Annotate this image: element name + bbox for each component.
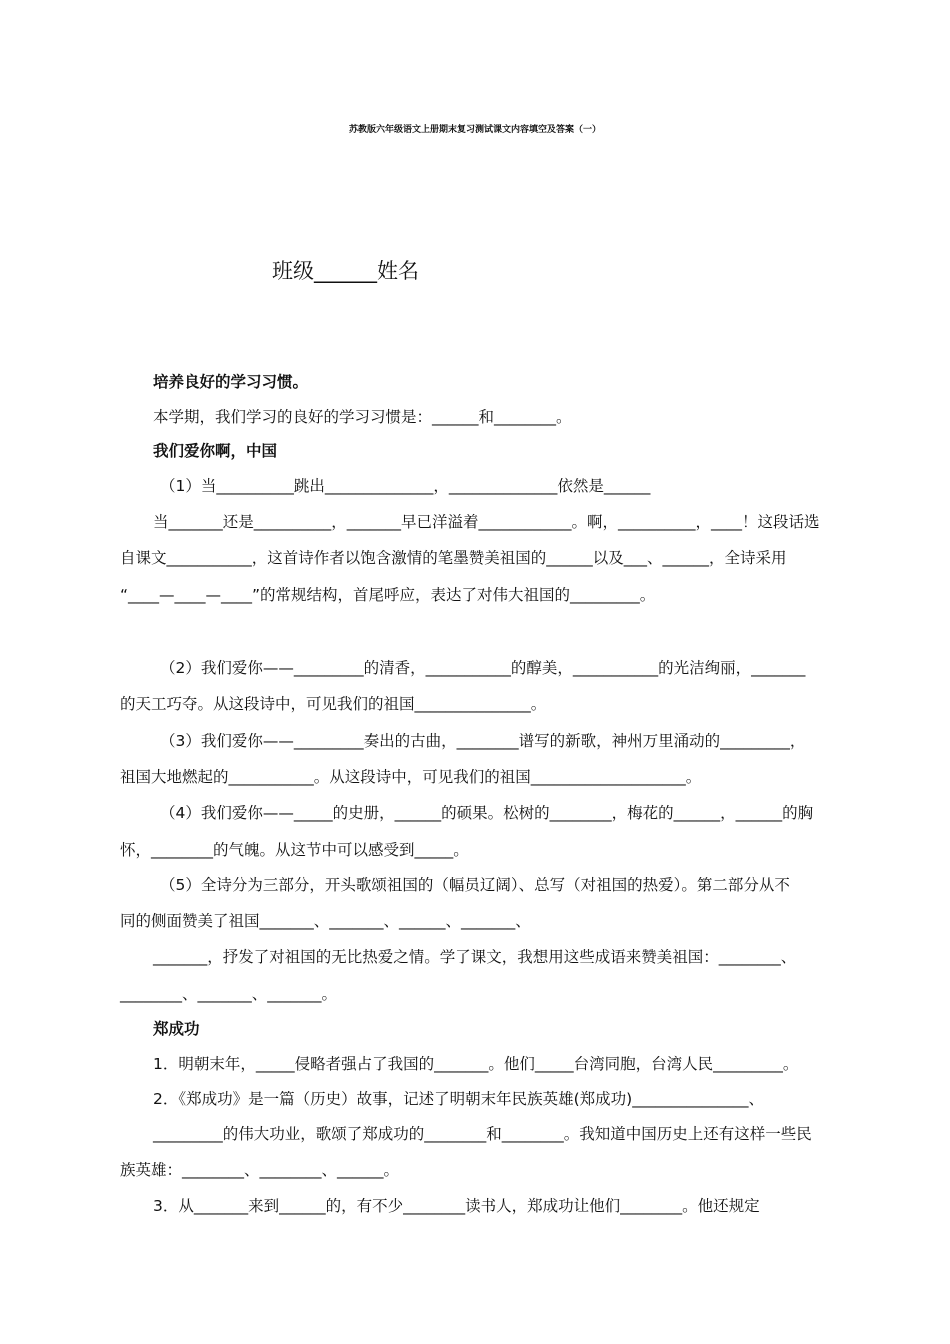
zheng-q2-line3: 族英雄：________、________、______。 xyxy=(120,1161,400,1179)
zheng-q2-line2: _________的伟大功业，歌颂了郑成功的________和________。我知道中国历史上还有这样一些民 xyxy=(153,1125,812,1143)
section-heading-china: 我们爱你啊，中国 xyxy=(153,442,278,460)
china-q2-line1: （2）我们爱你——_________的清香，___________的醇美，___________的光洁绚丽，_______ xyxy=(160,659,806,677)
zheng-q2-line1: 2．《郑成功》是一篇（历史）故事，记述了明朝末年民族英雄(郑成功)_______________、 xyxy=(153,1090,764,1108)
china-q5-line1: （5）全诗分为三部分，开头歌颂祖国的（幅员辽阔）、总写（对祖国的热爱）。第二部分从不 xyxy=(160,876,790,894)
china-q5-line2: 同的侧面赞美了祖国_______、_______、______、_______、 xyxy=(120,912,531,930)
zheng-q3-line1: 3．从_______来到______的，有不少________读书人，郑成功让他们________。他还规定 xyxy=(153,1197,760,1215)
china-q3-line1: （3）我们爱你——_________奏出的古曲，________谱写的新歌，神州万里涌动的_________， xyxy=(160,732,806,750)
china-q4-line1: （4）我们爱你——_____的史册，______的硕果。松树的________，梅花的______，______的胸 xyxy=(160,804,814,822)
china-q1-line4: “____—____—____”的常规结构，首尾呼应，表达了对伟大祖国的_________。 xyxy=(120,586,656,604)
china-q1-line1: （1）当__________跳出______________，______________依然是______ xyxy=(160,477,651,495)
zheng-q1: 1．明朝末年，_____侵略者强占了我国的_______。他们_____台湾同胞，台湾人民_________。 xyxy=(153,1055,799,1073)
class-name-line: 班级______姓名 xyxy=(272,259,419,283)
china-q5-line4: ________、_______、_______。 xyxy=(120,985,338,1003)
china-q1-line2: 当_______还是__________，_______早已洋溢着____________。啊，__________，____！这段话选 xyxy=(153,513,820,531)
section-heading-zheng: 郑成功 xyxy=(153,1020,200,1038)
page-title: 苏教版六年级语文上册期末复习测试课文内容填空及答案（一） xyxy=(348,125,601,135)
china-q2-line2: 的天工巧夺。从这段诗中，可见我们的祖国_______________。 xyxy=(120,695,547,713)
habits-question: 本学期，我们学习的良好的学习习惯是：______和________。 xyxy=(153,408,572,426)
china-q4-line2: 怀，________的气魄。从这节中可以感受到_____。 xyxy=(120,841,469,859)
china-q5-line3: _______，抒发了对祖国的无比热爱之情。学了课文，我想用这些成语来赞美祖国：________、 xyxy=(153,948,797,966)
china-q3-line2: 祖国大地燃起的___________。从这段诗中，可见我们的祖国____________________。 xyxy=(120,768,702,786)
china-q1-line3: 自课文___________，这首诗作者以饱含激情的笔墨赞美祖国的______以及___、______，全诗采用 xyxy=(120,549,787,567)
section-heading-habits: 培养良好的学习习惯。 xyxy=(153,373,309,391)
